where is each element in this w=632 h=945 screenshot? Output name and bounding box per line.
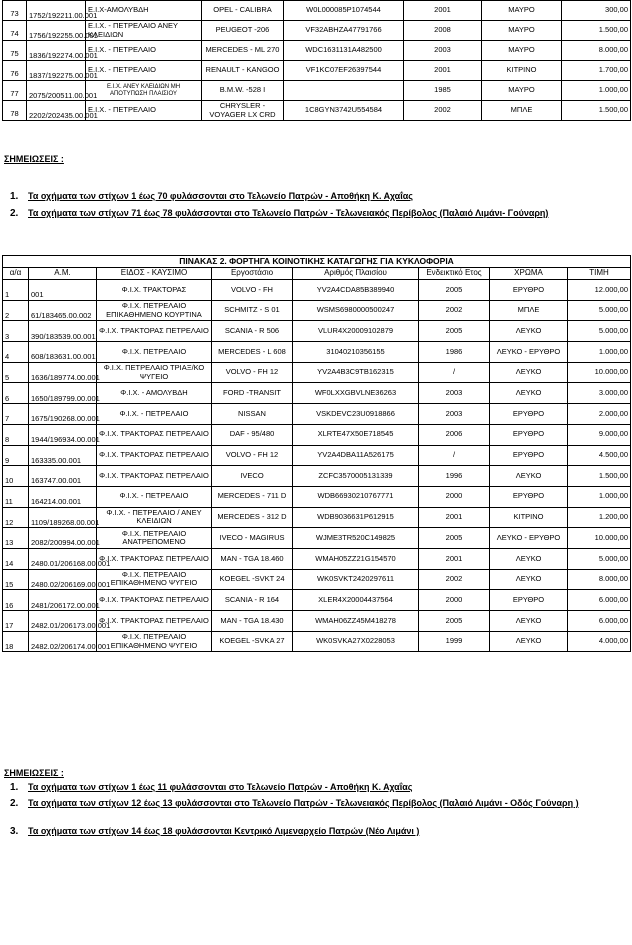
cell-kind: Φ.Ι.Χ. - ΑΜΟΛΥΒΔΗ: [97, 383, 212, 404]
cell-vin: WMAH06ZZ45M418278: [293, 611, 419, 632]
cell-am: 1636/189774.00.001: [29, 362, 97, 383]
cell-vin: YV2A4CDA85B389940: [293, 280, 419, 301]
cell-am: 2481/206172.00.001: [29, 590, 97, 611]
cell-vin: WF0LXXGBVLNE36263: [293, 383, 419, 404]
cell-color: ΛΕΥΚΟ: [490, 548, 568, 569]
cell-model: CHRYSLER - VOYAGER LX CRD: [202, 101, 284, 121]
cell-price: 6.000,00: [568, 590, 631, 611]
cell-am: 1109/189268.00.001: [29, 507, 97, 528]
cell-vin: WK0SVKT2420297611: [293, 569, 419, 590]
cell-year: 2000: [419, 486, 490, 507]
table-row: [3, 611, 631, 632]
note-2-3: 3. Τα οχήματα των στίχων 14 έως 18 φυλάσσονται Κεντρικό Λιμεναρχείο Πατρών (Νέο Λιμάνι ): [10, 826, 420, 837]
cell-am: 1752/192211.00.001: [27, 1, 86, 21]
table-row: [3, 321, 631, 342]
cell-am: 390/183539.00.001: [29, 321, 97, 342]
cell-vin: XLRTE47X50E718545: [293, 424, 419, 445]
cell-vin: YV2A4DBA11A526175: [293, 445, 419, 466]
cell-model: PEUGEOT -206: [202, 21, 284, 41]
cell-am: 163335.00.001: [29, 445, 97, 466]
cell-vin: WDC1631131A482500: [284, 41, 404, 61]
cell-year: 1985: [404, 81, 482, 101]
cell-model: VOLVO - FH 12: [212, 362, 293, 383]
cell-color: ΕΡΥΘΡΟ: [490, 404, 568, 425]
cell-am: 1675/190268.00.001: [29, 404, 97, 425]
cell-no: 78: [3, 101, 27, 121]
cell-color: ΛΕΥΚΟ: [490, 362, 568, 383]
column-header: ΕΙΔΟΣ - ΚΑΥΣΙΜΟ: [97, 268, 212, 280]
cell-kind: Φ.Ι.Χ. ΠΕΤΡΕΛΑΙΟ: [97, 342, 212, 363]
cell-model: SCHMITZ - S 01: [212, 300, 293, 321]
cell-no: 4: [3, 342, 29, 363]
column-header: Α.Μ.: [29, 268, 97, 280]
cell-no: 74: [3, 21, 27, 41]
cell-model: MAN - TGA 18.430: [212, 611, 293, 632]
cell-no: 75: [3, 41, 27, 61]
cell-model: SCANIA - R 506: [212, 321, 293, 342]
cell-model: B.M.W. -528 I: [202, 81, 284, 101]
cell-year: 2002: [404, 101, 482, 121]
cell-color: ΛΕΥΚΟ: [490, 383, 568, 404]
cell-vin: [284, 81, 404, 101]
cell-am: 1756/192255.00.001: [27, 21, 86, 41]
cell-kind: Φ.Ι.Χ. ΤΡΑΚΤΟΡΑΣ ΠΕΤΡΕΛΑΙΟ: [97, 424, 212, 445]
cell-model: KOEGEL -SVKT 24: [212, 569, 293, 590]
table-row: [3, 424, 631, 445]
cell-vin: 1C8GYN3742U554584: [284, 101, 404, 121]
cell-no: 13: [3, 528, 29, 549]
table-row: [3, 548, 631, 569]
cell-model: FORD -TRANSIT: [212, 383, 293, 404]
cell-model: MERCEDES - 312 D: [212, 507, 293, 528]
cell-kind: Φ.Ι.Χ. ΠΕΤΡΕΛΑΙΟ ΕΠΙΚΑΘΗΜΕΝΟ ΚΟΥΡΤΙΝΑ: [97, 300, 212, 321]
cell-no: 3: [3, 321, 29, 342]
cell-no: 14: [3, 548, 29, 569]
cell-color: ΜΑΥΡΟ: [482, 81, 562, 101]
cell-kind: Φ.Ι.Χ. - ΠΕΤΡΕΛΑΙΟ: [97, 404, 212, 425]
cell-color: ΕΡΥΘΡΟ: [490, 424, 568, 445]
cell-am: 1837/192275.00.001: [27, 61, 86, 81]
cell-model: MERCEDES - 711 D: [212, 486, 293, 507]
column-header: Ενδεικτικό Ετος: [419, 268, 490, 280]
cell-price: 10.000,00: [568, 362, 631, 383]
cell-no: 73: [3, 1, 27, 21]
table-row: [3, 342, 631, 363]
cell-vin: WSMS6980000500247: [293, 300, 419, 321]
cell-kind: Φ.Ι.Χ. ΠΕΤΡΕΛΑΙΟ ΕΠΙΚΑΘΗΜΕΝΟ ΨΥΓΕΙΟ: [97, 569, 212, 590]
cell-color: ΕΡΥΘΡΟ: [490, 280, 568, 301]
column-header: Εργοστάσιο: [212, 268, 293, 280]
cell-am: 164214.00.001: [29, 486, 97, 507]
cell-kind: Ε.Ι.Χ-ΑΜΟΛΥΒΔΗ: [86, 1, 202, 21]
cell-year: 2001: [404, 61, 482, 81]
cell-color: ΛΕΥΚΟ: [490, 631, 568, 652]
cell-color: ΛΕΥΚΟ: [490, 611, 568, 632]
cell-year: 1996: [419, 466, 490, 487]
cell-model: MERCEDES - ML 270: [202, 41, 284, 61]
cell-no: 12: [3, 507, 29, 528]
cell-year: 2001: [419, 507, 490, 528]
cell-vin: WDB9036631P612915: [293, 507, 419, 528]
cell-color: ΛΕΥΚΟ - ΕΡΥΘΡΟ: [490, 528, 568, 549]
cell-color: ΛΕΥΚΟ: [490, 321, 568, 342]
note-2-1: 1. Τα οχήματα των στίχων 1 έως 11 φυλάσσονται στο Τελωνείο Πατρών - Αποθήκη Κ. Αχαΐας: [10, 782, 413, 793]
cell-no: 6: [3, 383, 29, 404]
table-row: [3, 1, 631, 21]
cell-year: 2000: [419, 590, 490, 611]
cell-am: 1836/192274.00.001: [27, 41, 86, 61]
cell-color: ΛΕΥΚΟ: [490, 466, 568, 487]
cell-color: ΛΕΥΚΟ: [490, 569, 568, 590]
cell-am: 2082/200994.00.001: [29, 528, 97, 549]
cell-am: 163747.00.001: [29, 466, 97, 487]
table-2-title: ΠΙΝΑΚΑΣ 2. ΦΟΡΤΗΓΑ ΚΟΙΝΟΤΙΚΗΣ ΚΑΤΑΓΩΓΗΣ ΓΙΑ ΚΥΚΛΟΦΟΡΙΑ: [3, 256, 631, 268]
cell-vin: WDB66930210767771: [293, 486, 419, 507]
cell-price: 8.000,00: [568, 569, 631, 590]
cell-no: 16: [3, 590, 29, 611]
cell-model: VOLVO - FH 12: [212, 445, 293, 466]
cell-no: 10: [3, 466, 29, 487]
cell-kind: Φ.Ι.Χ. - ΠΕΤΡΕΛΑΙΟ: [97, 486, 212, 507]
table-row: [3, 61, 631, 81]
cell-am: 1650/189799.00.001: [29, 383, 97, 404]
cell-model: IVECO - MAGIRUS: [212, 528, 293, 549]
table-row: [3, 404, 631, 425]
cell-price: 1.500,00: [568, 466, 631, 487]
cell-am: 2480.02/206169.00.001: [29, 569, 97, 590]
table-row: [3, 101, 631, 121]
cell-no: 15: [3, 569, 29, 590]
cell-year: 1999: [419, 631, 490, 652]
cell-price: 5.000,00: [568, 321, 631, 342]
cell-kind: Ε.Ι.Χ. - ΠΕΤΡΕΛΑΙΟ: [86, 101, 202, 121]
cell-price: 3.000,00: [568, 383, 631, 404]
cell-no: 5: [3, 362, 29, 383]
table-row: [3, 81, 631, 101]
cell-model: OPEL - CALIBRA: [202, 1, 284, 21]
cell-year: /: [419, 362, 490, 383]
cell-color: ΜΠΛΕ: [490, 300, 568, 321]
cell-am: 2075/200511.00.001: [27, 81, 86, 101]
cell-vin: WJME3TR520C149825: [293, 528, 419, 549]
cell-color: ΚΙΤΡΙΝΟ: [490, 507, 568, 528]
cell-no: 17: [3, 611, 29, 632]
cell-color: ΛΕΥΚΟ - ΕΡΥΘΡΟ: [490, 342, 568, 363]
table-row: [3, 41, 631, 61]
cell-kind: Φ.Ι.Χ. ΤΡΑΚΤΟΡΑΣ ΠΕΤΡΕΛΑΙΟ: [97, 548, 212, 569]
cell-vin: W0L000085P1074544: [284, 1, 404, 21]
cell-year: 2002: [419, 300, 490, 321]
cell-model: MAN - TGA 18.460: [212, 548, 293, 569]
cell-year: 2006: [419, 424, 490, 445]
cell-price: 8.000,00: [562, 41, 631, 61]
cell-vin: YV2A4B3C9TB162315: [293, 362, 419, 383]
cell-vin: XLER4X20004437564: [293, 590, 419, 611]
cell-price: 4.000,00: [568, 631, 631, 652]
cell-no: 77: [3, 81, 27, 101]
cell-color: ΜΠΛΕ: [482, 101, 562, 121]
cell-year: 2005: [419, 321, 490, 342]
cell-model: SCANIA - R 164: [212, 590, 293, 611]
cell-model: NISSAN: [212, 404, 293, 425]
table-row: [3, 383, 631, 404]
cell-price: 1.700,00: [562, 61, 631, 81]
cell-vin: VSKDEVC23U0918866: [293, 404, 419, 425]
cell-am: 1944/196934.00.001: [29, 424, 97, 445]
cell-price: 6.000,00: [568, 611, 631, 632]
cell-am: 2202/202435.00.001: [27, 101, 86, 121]
cell-year: 2005: [419, 280, 490, 301]
cell-price: 10.000,00: [568, 528, 631, 549]
cell-kind: Ε.Ι.Χ. - ΠΕΤΡΕΛΑΙΟ: [86, 41, 202, 61]
cell-kind: Φ.Ι.Χ. ΠΕΤΡΕΛΑΙΟ ΑΝΑΤΡΕΠΟΜΕΝΟ: [97, 528, 212, 549]
table-row: [3, 280, 631, 301]
notes-heading-1: ΣΗΜΕΙΩΣΕΙΣ :: [4, 154, 64, 164]
cell-no: 11: [3, 486, 29, 507]
cell-price: 9.000,00: [568, 424, 631, 445]
cell-price: 1.000,00: [568, 342, 631, 363]
cell-color: ΕΡΥΘΡΟ: [490, 445, 568, 466]
table-row: [3, 466, 631, 487]
cell-kind: Φ.Ι.Χ. ΤΡΑΚΤΟΡΑΣ: [97, 280, 212, 301]
cell-no: 2: [3, 300, 29, 321]
cell-vin: VF32ABHZA47791766: [284, 21, 404, 41]
cell-price: 1.000,00: [568, 486, 631, 507]
cell-vin: WK0SVKA27X0228053: [293, 631, 419, 652]
cell-kind: Φ.Ι.Χ. ΤΡΑΚΤΟΡΑΣ ΠΕΤΡΕΛΑΙΟ: [97, 321, 212, 342]
cell-price: 5.000,00: [568, 300, 631, 321]
cell-price: 12.000,00: [568, 280, 631, 301]
cell-no: 1: [3, 280, 29, 301]
cell-year: 2002: [419, 569, 490, 590]
table-row: [3, 362, 631, 383]
table-row: [3, 569, 631, 590]
cell-model: RENAULT - KANGOO: [202, 61, 284, 81]
cell-vin: ZCFC3570005131339: [293, 466, 419, 487]
cell-kind: Φ.Ι.Χ. ΤΡΑΚΤΟΡΑΣ ΠΕΤΡΕΛΑΙΟ: [97, 466, 212, 487]
cell-no: 7: [3, 404, 29, 425]
cell-vin: WMAH05ZZ21G154570: [293, 548, 419, 569]
cell-price: 1.200,00: [568, 507, 631, 528]
cell-am: 61/183465.00.002: [29, 300, 97, 321]
cell-am: 2482.01/206173.00.001: [29, 611, 97, 632]
cell-am: 2480.01/206168.00.001: [29, 548, 97, 569]
cell-kind: Ε.Ι.Χ. ΑΝΕΥ ΚΛΕΙΔΙΩΝ ΜΗ ΑΠΟΤΥΠΩΣΗ ΠΛΑΙΣΙΟΥ: [86, 81, 202, 101]
cell-kind: Φ.Ι.Χ. ΠΕΤΡΕΛΑΙΟ ΕΠΙΚΑΘΗΜΕΝΟ ΨΥΓΕΙΟ: [97, 631, 212, 652]
table-row: [3, 590, 631, 611]
cell-year: 2001: [419, 548, 490, 569]
cell-kind: Ε.Ι.Χ. - ΠΕΤΡΕΛΑΙΟ ΑΝΕΥ ΚΛΕΙΔΙΩΝ: [86, 21, 202, 41]
cell-year: 2001: [404, 1, 482, 21]
table-row: [3, 486, 631, 507]
cell-price: 1.500,00: [562, 101, 631, 121]
table-row: [3, 21, 631, 41]
cell-kind: Φ.Ι.Χ. ΤΡΑΚΤΟΡΑΣ ΠΕΤΡΕΛΑΙΟ: [97, 590, 212, 611]
cell-no: 18: [3, 631, 29, 652]
table-row: [3, 445, 631, 466]
cell-price: 5.000,00: [568, 548, 631, 569]
note-2-2: 2. Τα οχήματα των στίχων 12 έως 13 φυλάσσονται στο Τελωνείο Πατρών - Τελωνειακός Περίβολος (Παλαιό Λιμάνι - Οδός Γούναρη ): [10, 798, 579, 809]
cell-year: 2003: [419, 383, 490, 404]
cell-vin: VLUR4X20009102879: [293, 321, 419, 342]
cell-am: 001: [29, 280, 97, 301]
notes-heading-2: ΣΗΜΕΙΩΣΕΙΣ :: [4, 768, 64, 778]
cell-year: 2005: [419, 611, 490, 632]
cell-price: 1.000,00: [562, 81, 631, 101]
cell-model: MERCEDES - L 608: [212, 342, 293, 363]
cell-color: ΕΡΥΘΡΟ: [490, 486, 568, 507]
cell-year: 2003: [404, 41, 482, 61]
cell-year: 2008: [404, 21, 482, 41]
cell-year: 2003: [419, 404, 490, 425]
cell-no: 76: [3, 61, 27, 81]
table-row: [3, 528, 631, 549]
cell-no: 9: [3, 445, 29, 466]
column-header: α/α: [3, 268, 29, 280]
cell-year: 1986: [419, 342, 490, 363]
cell-price: 4.500,00: [568, 445, 631, 466]
vehicles-table-2: [2, 255, 631, 652]
cell-kind: Φ.Ι.Χ. ΠΕΤΡΕΛΑΙΟ ΤΡΙΑΞ/ΚΟ ΨΥΓΕΙΟ: [97, 362, 212, 383]
cell-am: 2482.02/206174.00.001: [29, 631, 97, 652]
cell-color: ΚΙΤΡΙΝΟ: [482, 61, 562, 81]
cell-kind: Φ.Ι.Χ. - ΠΕΤΡΕΛΑΙΟ / ΑΝΕΥ ΚΛΕΙΔΙΩΝ: [97, 507, 212, 528]
table-row: [3, 507, 631, 528]
cell-year: /: [419, 445, 490, 466]
vehicles-table-1: [2, 0, 631, 121]
cell-color: ΜΑΥΡΟ: [482, 1, 562, 21]
column-header: ΤΙΜΗ: [568, 268, 631, 280]
cell-model: DAF - 95/480: [212, 424, 293, 445]
cell-model: KOEGEL -SVKA 27: [212, 631, 293, 652]
column-header: ΧΡΩΜΑ: [490, 268, 568, 280]
cell-kind: Φ.Ι.Χ. ΤΡΑΚΤΟΡΑΣ ΠΕΤΡΕΛΑΙΟ: [97, 611, 212, 632]
cell-price: 2.000,00: [568, 404, 631, 425]
note-1-2: 2. Τα οχήματα των στίχων 71 έως 78 φυλάσσονται στο Τελωνείο Πατρών - Τελωνειακός Περίβολος (Παλαιό Λιμάνι- Γούναρη): [10, 208, 549, 219]
cell-year: 2005: [419, 528, 490, 549]
cell-color: ΜΑΥΡΟ: [482, 41, 562, 61]
cell-price: 1.500,00: [562, 21, 631, 41]
cell-color: ΕΡΥΘΡΟ: [490, 590, 568, 611]
cell-price: 300,00: [562, 1, 631, 21]
table-row: [3, 300, 631, 321]
cell-kind: Ε.Ι.Χ. - ΠΕΤΡΕΛΑΙΟ: [86, 61, 202, 81]
cell-model: VOLVO - FH: [212, 280, 293, 301]
cell-am: 608/183631.00.001: [29, 342, 97, 363]
cell-no: 8: [3, 424, 29, 445]
note-1-1: 1. Τα οχήματα των στίχων 1 έως 70 φυλάσσονται στο Τελωνείο Πατρών - Αποθήκη Κ. Αχαΐας: [10, 191, 413, 202]
cell-color: ΜΑΥΡΟ: [482, 21, 562, 41]
cell-vin: 31040210356155: [293, 342, 419, 363]
column-header: Αριθμός Πλαισίου: [293, 268, 419, 280]
cell-model: IVECO: [212, 466, 293, 487]
cell-kind: Φ.Ι.Χ. ΤΡΑΚΤΟΡΑΣ ΠΕΤΡΕΛΑΙΟ: [97, 445, 212, 466]
cell-vin: VF1KC07EF26397544: [284, 61, 404, 81]
table-row: [3, 631, 631, 652]
